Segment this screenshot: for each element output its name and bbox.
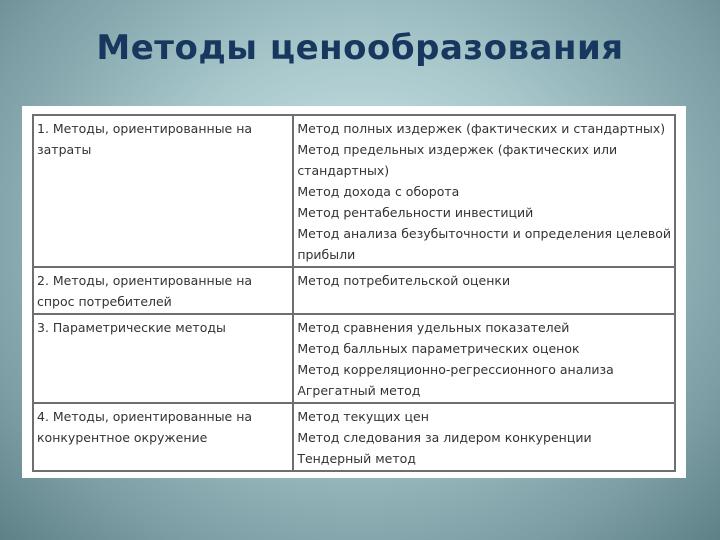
table-row — [33, 267, 675, 314]
group-cell — [33, 314, 293, 403]
table-row — [33, 314, 675, 403]
table-row — [33, 115, 675, 267]
method-item: Метод текущих цен — [297, 409, 429, 424]
method-item: Метод дохода с оборота — [297, 184, 460, 199]
group-cell — [33, 115, 293, 267]
group-label: 3. Параметрические методы — [37, 320, 226, 335]
slide-title: Методы ценообразования — [96, 28, 624, 68]
methods-cell — [293, 314, 675, 403]
method-item: прибыли — [297, 247, 356, 262]
method-item: Метод анализа безубыточности и определения целевой — [297, 226, 671, 241]
method-item: Метод предельных издержек (фактических или — [297, 142, 618, 157]
method-item: Метод полных издержек (фактических и стандартных) — [297, 121, 666, 136]
methods-cell — [293, 267, 675, 314]
methods-cell — [293, 115, 675, 267]
group-label: 4. Методы, ориентированные на конкурентное окружение — [37, 409, 253, 445]
methods-cell — [293, 403, 675, 471]
method-item: Тендерный метод — [297, 451, 416, 466]
method-item: Метод рентабельности инвестиций — [297, 205, 534, 220]
table-row — [33, 403, 675, 471]
method-item: Метод следования за лидером конкуренции — [297, 430, 592, 445]
method-item: стандартных) — [297, 163, 390, 178]
method-item: Метод корреляционно-регрессионного анализа — [297, 362, 614, 377]
method-item: Метод сравнения удельных показателей — [297, 320, 570, 335]
group-cell — [33, 267, 293, 314]
group-cell — [33, 403, 293, 471]
method-item: Метод балльных параметрических оценок — [297, 341, 580, 356]
table-panel — [22, 106, 686, 478]
group-label: 2. Методы, ориентированные на спрос потребителей — [37, 273, 253, 309]
group-label: 1. Методы, ориентированные на затраты — [37, 121, 253, 157]
methods-table — [32, 114, 676, 472]
method-item: Агрегатный метод — [297, 383, 421, 398]
method-item: Метод потребительской оценки — [297, 273, 511, 288]
